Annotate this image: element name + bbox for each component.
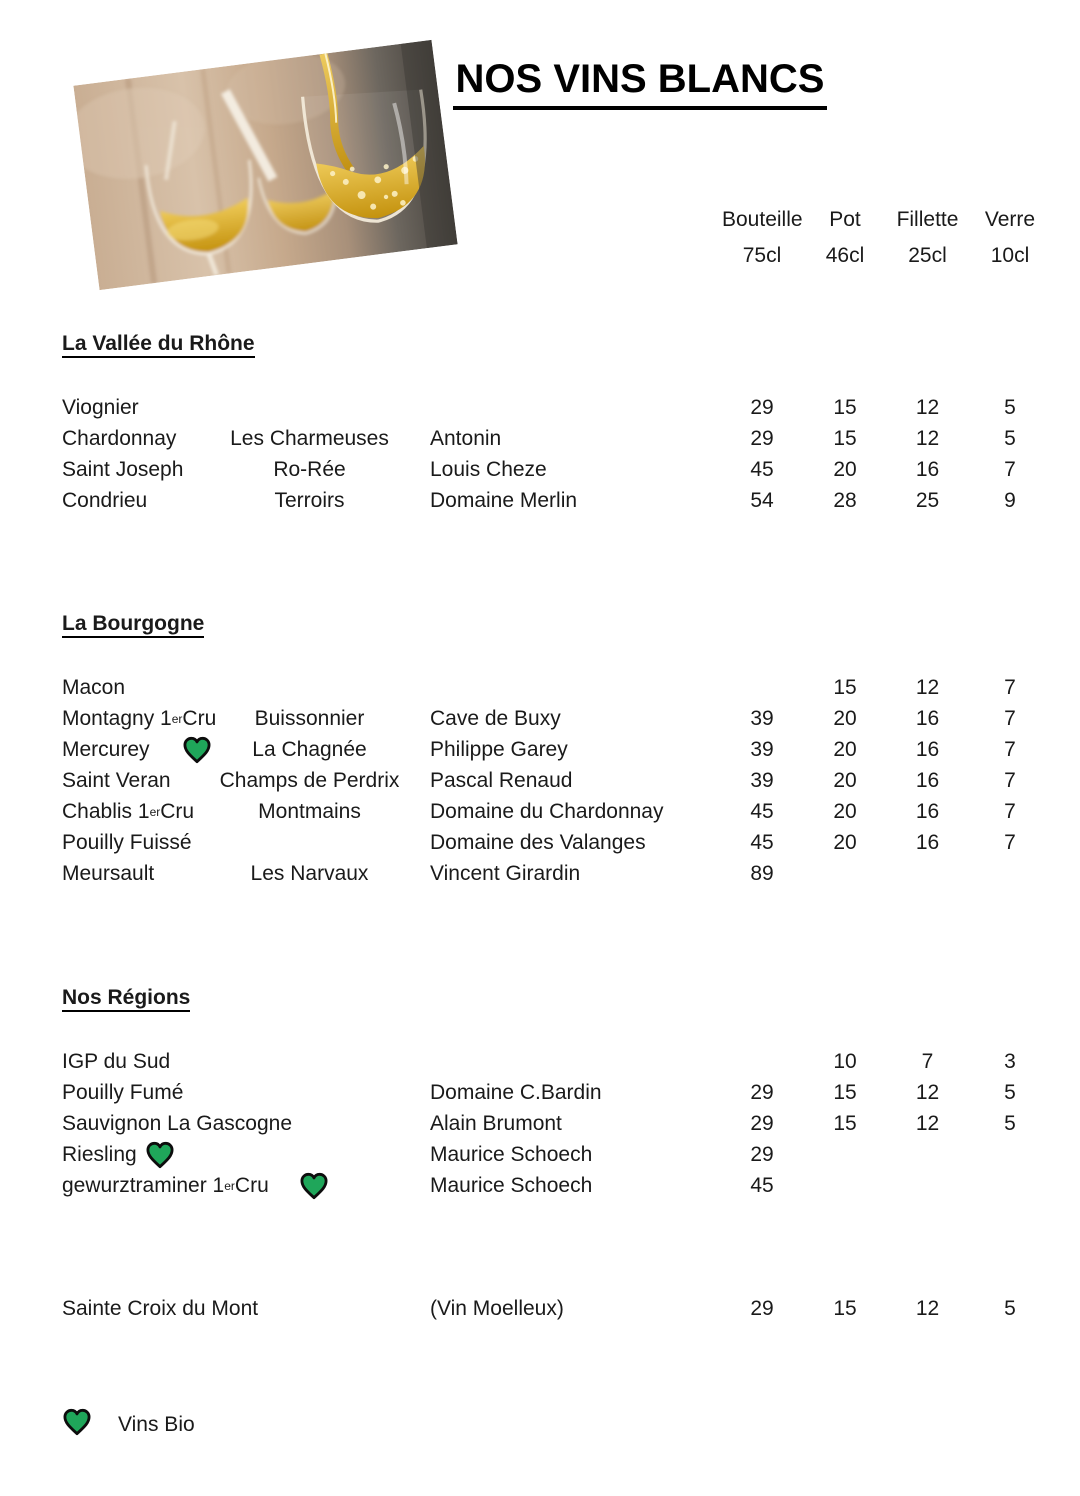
price-verre: 5 [1004,427,1016,450]
price-fillette [888,1139,967,1170]
price-pot: 15 [833,396,857,419]
cuvee-name: Les Charmeuses [230,427,389,450]
price-bouteille [722,672,802,703]
menu-section [62,330,1053,516]
cuvee-name: Buissonnier [254,707,365,730]
bio-heart-icon [182,736,212,764]
wine-name: Saint Joseph [62,458,184,481]
price-verre [967,1170,1053,1201]
price-bouteille: 29 [750,1143,774,1166]
cuvee-name [212,392,407,423]
section-title: Nos Régions [62,984,1053,1015]
cuvee-name [212,1077,407,1108]
price-bouteille: 29 [750,1081,774,1104]
cuvee-name [212,1293,407,1324]
column-header-bouteille: Bouteille 75cl [722,208,803,267]
price-fillette: 16 [915,769,940,792]
price-bouteille [722,1046,802,1077]
producer-name: Vincent Girardin [430,862,581,885]
price-pot: 15 [833,1112,857,1135]
wine-name: Macon [62,676,126,699]
price-fillette: 25 [915,489,940,512]
cuvee-name [212,827,407,858]
wine-name: Montagny 1 er Cru [62,707,217,730]
bio-heart-icon [62,1408,92,1436]
price-verre [967,1139,1053,1170]
producer-name: Antonin [430,427,502,450]
cuvee-name [212,672,407,703]
price-verre: 5 [1004,1112,1016,1135]
price-pot: 15 [833,676,857,699]
wine-name: Chardonnay [62,427,177,450]
cuvee-name [212,1046,407,1077]
price-bouteille: 39 [750,769,774,792]
price-pot: 15 [833,1297,857,1320]
price-pot: 20 [833,738,857,761]
producer-name: Philippe Garey [430,738,568,761]
wine-name: Sauvignon La Gascogne [62,1112,293,1135]
cuvee-name: Ro-Rée [273,458,346,481]
wine-row [62,1077,1053,1108]
price-fillette [888,1170,967,1201]
producer-name: Domaine du Chardonnay [430,800,664,823]
price-verre: 5 [1004,1081,1016,1104]
producer-name: Louis Cheze [430,458,547,481]
wine-row [62,1170,1053,1201]
price-bouteille: 45 [750,458,774,481]
price-bouteille: 39 [750,738,774,761]
wine-row [62,765,1053,796]
bio-heart-icon [145,1141,175,1169]
price-fillette: 12 [915,396,940,419]
price-pot: 20 [833,831,857,854]
price-pot [802,1139,888,1170]
wine-name: Viognier [62,396,139,419]
menu-section [62,610,1053,889]
cuvee-name [212,1139,407,1170]
price-bouteille: 29 [750,396,774,419]
price-fillette: 12 [915,676,940,699]
cuvee-name: Montmains [258,800,361,823]
price-bouteille: 45 [750,800,774,823]
price-pot: 20 [833,707,857,730]
price-verre: 7 [1004,707,1016,730]
producer-name: Maurice Schoech [430,1174,593,1197]
price-fillette: 12 [915,1297,940,1320]
wine-name: Saint Veran [62,769,171,792]
menu-section [62,984,1053,1201]
price-fillette: 16 [915,707,940,730]
price-verre: 3 [1004,1050,1016,1073]
price-fillette: 16 [915,458,940,481]
price-fillette: 12 [915,1112,940,1135]
price-verre: 7 [1004,769,1016,792]
bio-legend [62,1408,195,1442]
price-verre: 5 [1004,1297,1016,1320]
price-verre: 5 [1004,396,1016,419]
producer-name: Alain Brumont [430,1112,562,1135]
price-bouteille: 29 [750,1297,774,1320]
price-bouteille: 45 [750,1174,774,1197]
producer-name [407,392,722,423]
price-verre: 7 [1004,676,1016,699]
wine-row [62,454,1053,485]
price-verre: 7 [1004,458,1016,481]
price-fillette: 16 [915,738,940,761]
wine-name: Pouilly Fumé [62,1081,184,1104]
price-pot: 15 [833,427,857,450]
wine-name: Chablis 1 er Cru [62,800,195,823]
price-verre: 9 [1004,489,1016,512]
price-verre: 7 [1004,831,1016,854]
wine-name: Riesling [62,1139,212,1170]
price-fillette: 12 [915,1081,940,1104]
producer-name: (Vin Moelleux) [430,1297,564,1320]
price-bouteille: 54 [750,489,774,512]
price-fillette: 16 [915,831,940,854]
producer-name: Pascal Renaud [430,769,573,792]
price-fillette: 16 [915,800,940,823]
page-title [200,54,1080,110]
price-verre: 7 [1004,800,1016,823]
cuvee-name [212,1170,407,1201]
price-bouteille: 29 [750,427,774,450]
producer-name: Cave de Buxy [430,707,561,730]
wine-row [62,1108,1053,1139]
menu-section [62,1293,1053,1324]
price-verre: 7 [1004,738,1016,761]
price-pot: 15 [833,1081,857,1104]
cuvee-name: Terroirs [274,489,345,512]
bio-legend-label: Vins Bio [118,1413,195,1436]
wine-row [62,1293,1053,1324]
column-header-fillette: Fillette 25cl [896,208,959,267]
price-bouteille: 39 [750,707,774,730]
price-pot: 10 [833,1050,857,1073]
wine-row [62,796,1053,827]
price-verre [967,858,1053,889]
wine-name: Sainte Croix du Mont [62,1297,259,1320]
price-pot [802,1170,888,1201]
wine-row [62,423,1053,454]
price-pot: 20 [833,800,857,823]
producer-name: Maurice Schoech [430,1143,593,1166]
price-pot: 28 [833,489,857,512]
wine-name: Pouilly Fuissé [62,831,192,854]
page-title-text: NOS VINS BLANCS [453,54,828,110]
price-bouteille: 45 [750,831,774,854]
cuvee-name: La Chagnée [252,738,367,761]
price-bouteille: 29 [750,1112,774,1135]
producer-name: Domaine Merlin [430,489,578,512]
wine-row [62,827,1053,858]
wine-row [62,734,1053,765]
wine-name: IGP du Sud [62,1050,171,1073]
cuvee-name [212,1108,407,1139]
producer-name: Domaine des Valanges [430,831,646,854]
column-header-verre: Verre 10cl [984,208,1036,267]
wine-name: Mercurey [62,734,212,765]
cuvee-name: Champs de Perdrix [219,769,400,792]
price-bouteille: 89 [750,862,774,885]
wine-name: gewurztraminer 1 er Cru [62,1170,212,1201]
wine-row [62,703,1053,734]
producer-name [407,1046,722,1077]
section-title: La Bourgogne [62,610,1053,641]
section-title: La Vallée du Rhône [62,330,1053,361]
bio-legend-heart [62,1408,92,1442]
wine-name: Meursault [62,862,155,885]
price-pot [802,858,888,889]
price-column-headers [62,202,1053,274]
wine-row [62,1046,1053,1077]
cuvee-name: Les Narvaux [250,862,369,885]
price-fillette: 7 [921,1050,934,1073]
price-pot: 20 [833,769,857,792]
wine-row [62,392,1053,423]
price-fillette [888,858,967,889]
wine-row [62,858,1053,889]
column-header-pot: Pot 46cl [825,208,865,267]
producer-name [407,672,722,703]
producer-name: Domaine C.Bardin [430,1081,602,1104]
wine-row [62,1139,1053,1170]
price-fillette: 12 [915,427,940,450]
price-pot: 20 [833,458,857,481]
wine-row [62,485,1053,516]
wine-row [62,672,1053,703]
wine-name: Condrieu [62,489,148,512]
